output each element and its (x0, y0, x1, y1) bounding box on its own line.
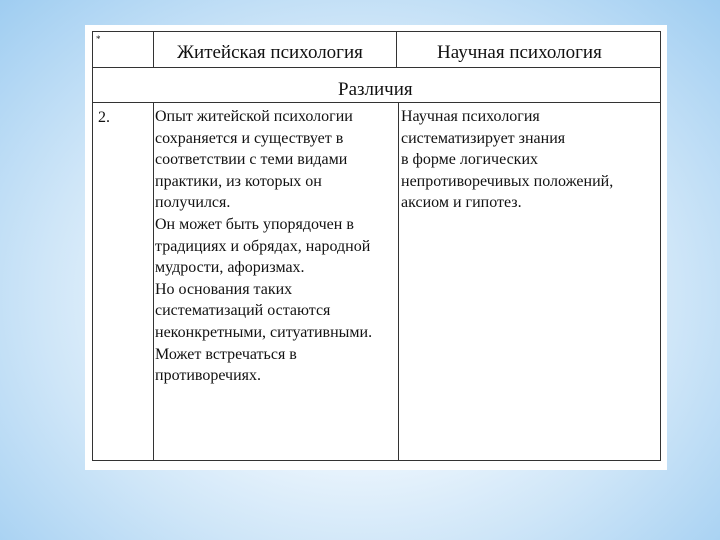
text-line: непротиворечивых положений, (401, 172, 614, 190)
text-line: неконкретными, ситуативными. (155, 323, 373, 341)
text-line: противоречиях. (155, 367, 262, 385)
text-line: систематизаций остаются (155, 302, 331, 320)
text-line: получился. (155, 194, 231, 212)
section-divider (93, 102, 660, 103)
text-line: соответствии с теми видами (155, 151, 348, 169)
comparison-table (92, 31, 661, 461)
scientific-cell (401, 106, 613, 214)
text-line: сохраняется и существует в (155, 129, 344, 147)
row-col-divider-1 (153, 102, 154, 460)
corner-mark: * (96, 34, 101, 44)
row-number: 2. (98, 109, 110, 126)
header-scientific-psychology: Научная психология (437, 42, 602, 63)
header-col-divider-2 (396, 32, 397, 67)
text-line: Научная психология (401, 108, 540, 125)
section-title-differences: Различия (338, 79, 413, 100)
text-line: Опыт житейской психологии (155, 108, 353, 125)
header-col-divider-1 (153, 32, 154, 67)
text-line: в форме логических (401, 151, 538, 169)
text-line: Но основания таких (155, 280, 293, 298)
header-divider (93, 67, 660, 68)
text-line: мудрости, афоризмах. (155, 259, 305, 277)
text-line: систематизирует знания (401, 129, 566, 147)
text-line: практики, из которых он (155, 172, 322, 190)
text-line: аксиом и гипотез. (401, 194, 522, 212)
text-line: Может встречаться в (155, 345, 297, 363)
header-everyday-psychology: Житейская психология (177, 42, 363, 63)
row-col-divider-2 (398, 102, 399, 460)
everyday-cell (155, 106, 372, 387)
text-line: традициях и обрядах, народной (155, 237, 371, 255)
text-line: Он может быть упорядочен в (155, 215, 354, 233)
